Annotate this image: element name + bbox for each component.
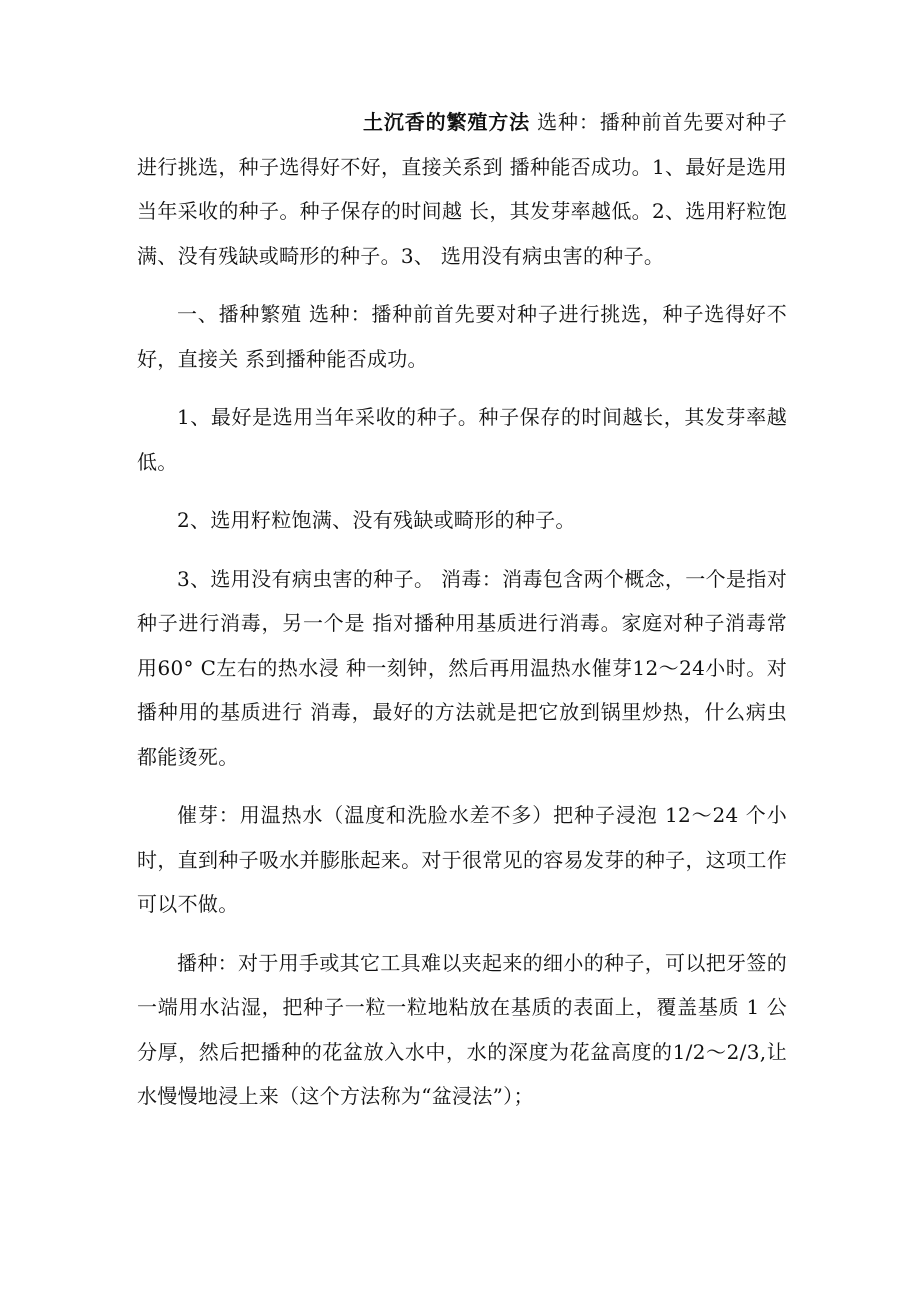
paragraph-point-1: 1、最好是选用当年采收的种子。种子保存的时间越长，其发芽率越低。 <box>137 405 787 474</box>
paragraph-point-2: 2、选用籽粒饱满、没有残缺或畸形的种子。 <box>177 508 576 532</box>
paragraph-sowing: 一、播种繁殖 选种：播种前首先要对种子进行挑选，种子选得好不好，直接关 系到播种能否成功。 <box>137 302 787 371</box>
paragraph-disinfection: 3、选用没有病虫害的种子。 消毒：消毒包含两个概念，一个是指对种子进行消毒，另一个是 指对播种用基质进行消毒。家庭对种子消毒常用60° C左右的热水浸 种一刻钟，然后再用温热水催芽12〜24小时。对播种用的基质进行 消毒，最好的方法就是把它放到锅里炒热，什么病虫都能烫死。 <box>137 566 787 769</box>
paragraph-seeding: 播种：对于用手或其它工具难以夹起来的细小的种子，可以把牙签的一端用水沾湿，把种子一粒一粒地粘放在基质的表面上，覆盖基质 1 公分厚，然后把播种的花盆放入水中，水的深度为花盆高度的1/2〜2/3,让水慢慢地浸上来（这个方法称为“盆浸法”）； <box>137 950 787 1108</box>
intro-text: 选种：播种前首先要对种子进行挑选，种子选得好不好，直接关系到 播种能否成功。1、最好是选用当年采收的种子。种子保存的时间越 长，其发芽率越低。2、选用籽粒饱满、没有残缺或畸形的种子。3、 选用没有病虫害的种子。 <box>137 110 787 268</box>
intro-paragraph <box>137 100 787 278</box>
document-body <box>137 100 787 1119</box>
paragraph-germination: 催芽：用温热水（温度和洗脸水差不多）把种子浸泡 12〜24 个小时，直到种子吸水并膨胀起来。对于很常见的容易发芽的种子，这项工作可以不做。 <box>137 803 787 916</box>
document-title: 土沉香的繁殖方法 <box>363 110 530 134</box>
